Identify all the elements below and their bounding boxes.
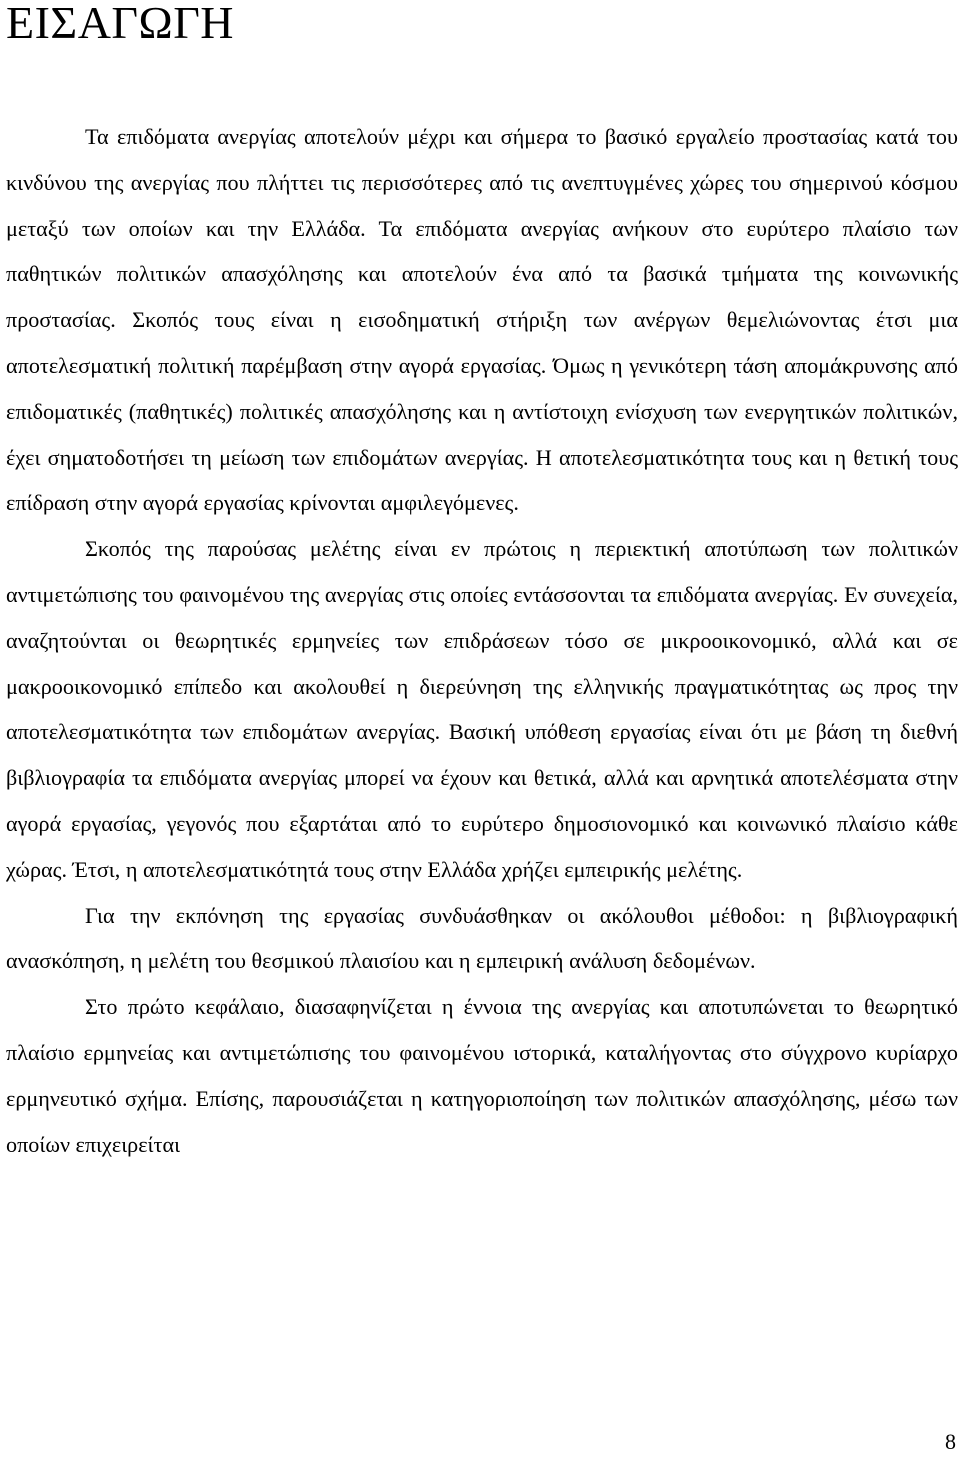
page-title: ΕΙΣΑΓΩΓΗ — [6, 0, 235, 48]
paragraph-4: Στο πρώτο κεφάλαιο, διασαφηνίζεται η έννοια της ανεργίας και αποτυπώνεται το θεωρητικό πλαίσιο ερμηνείας και αντιμετώπισης του φαινομένου ιστορικά, καταλήγοντας στο σύγχρονο κυρίαρχο ερμηνευτικό σχήμα. Επίσης, παρουσιάζεται η κατηγοριοποίηση των πολιτικών απασχόλησης, μέσω των οποίων επιχειρείται — [6, 994, 958, 1157]
paragraph-1: Τα επιδόματα ανεργίας αποτελούν μέχρι και σήμερα το βασικό εργαλείο προστασίας κατά του κινδύνου της ανεργίας που πλήττει τις περισσότερες από τις ανεπτυγμένες χώρες του σημερινού κόσμου μεταξύ των οποίων και την Ελλάδα. Τα επιδόματα ανεργίας ανήκουν στο ευρύτερο πλαίσιο των παθητικών πολιτικών απασχόλησης και αποτελούν ένα από τα βασικά τμήματα της κοινωνικής προστασίας. Σκοπός τους είναι η εισοδηματική στήριξη των ανέργων θεμελιώνοντας έτσι μια αποτελεσματική πολιτική παρέμβαση στην αγορά εργασίας. Όμως η γενικότερη τάση απομάκρυνσης από επιδοματικές (παθητικές) πολιτικές απασχόλησης και η αντίστοιχη ενίσχυση των ενεργητικών πολιτικών, έχει σηματοδοτήσει τη μείωση των επιδομάτων ανεργίας. Η αποτελεσματικότητα τους και η θετική τους επίδραση στην αγορά εργασίας κρίνονται αμφιλεγόμενες. — [6, 124, 958, 516]
page-number: 8 — [945, 1429, 956, 1454]
paragraph-3: Για την εκπόνηση της εργασίας συνδυάσθηκαν οι ακόλουθοι μέθοδοι: η βιβλιογραφική ανασκόπηση, η μελέτη του θεσμικού πλαισίου και η εμπειρική ανάλυση δεδομένων. — [6, 902, 958, 974]
body-text — [6, 114, 958, 1167]
paragraph-2: Σκοπός της παρούσας μελέτης είναι εν πρώτοις η περιεκτική αποτύπωση των πολιτικών αντιμετώπισης του φαινομένου της ανεργίας στις οποίες εντάσσονται τα επιδόματα ανεργίας. Εν συνεχεία, αναζητούνται οι θεωρητικές ερμηνείες των επιδράσεων τόσο σε μικροοικονομικό, αλλά και σε μακροοικονομικό επίπεδο και ακολουθεί η διερεύνηση της ελληνικής πραγματικότητας ως προς την αποτελεσματικότητα των επιδομάτων ανεργίας. Βασική υπόθεση εργασίας είναι ότι με βάση τη διεθνή βιβλιογραφία τα επιδόματα ανεργίας μπορεί να έχουν και θετικά, αλλά και αρνητικά αποτελέσματα στην αγορά εργασίας, γεγονός που εξαρτάται από το ευρύτερο δημοσιονομικό και κοινωνικό πλαίσιο κάθε χώρας. Έτσι, η αποτελεσματικότητά τους στην Ελλάδα χρήζει εμπειρικής μελέτης. — [6, 536, 958, 882]
